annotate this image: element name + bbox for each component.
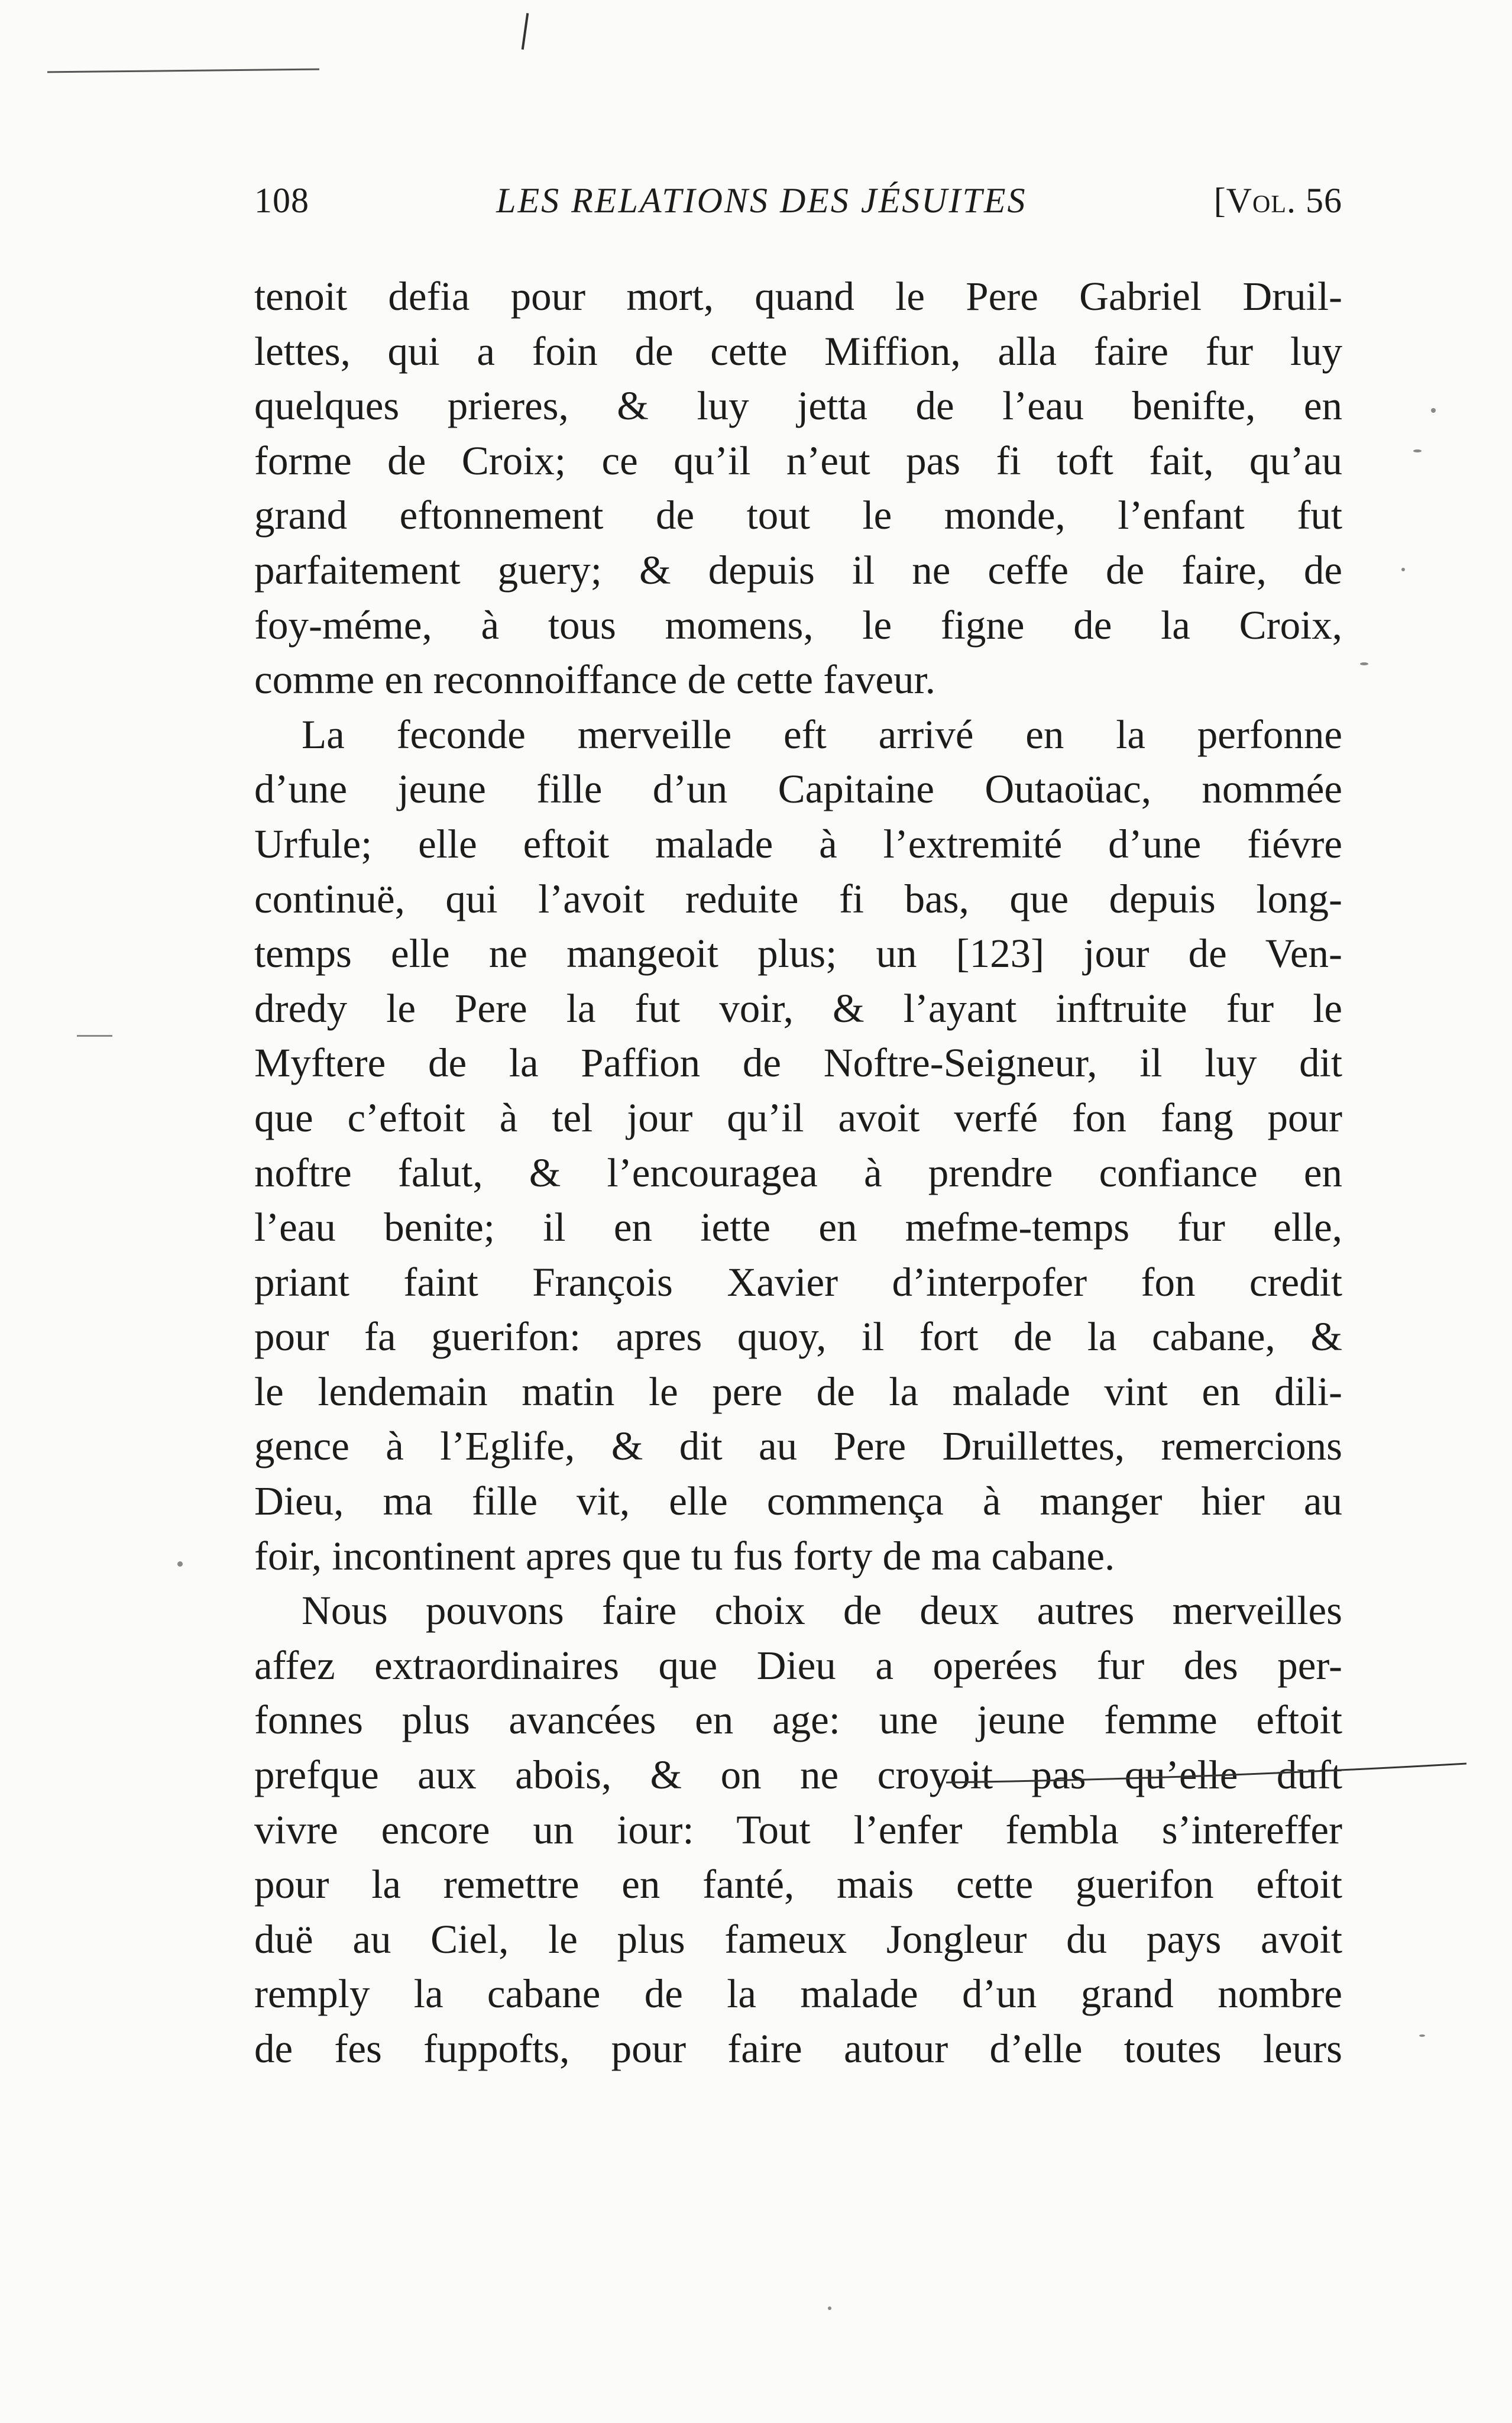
text-line: de fes fuppofts, pour faire autour d’elle toutes leurs xyxy=(254,2026,1342,2071)
speck xyxy=(1413,449,1422,452)
text-line: Dieu, ma fille vit, elle commença à manger hier au xyxy=(254,1479,1342,1524)
text-line: quelques prieres, & luy jetta de l’eau benifte, en xyxy=(254,383,1342,429)
text-line: temps elle ne mangeoit plus; un [123] jour de Ven- xyxy=(254,931,1342,976)
volume-label: [Vol. 56 xyxy=(1213,181,1342,220)
text-line: affez extraordinaires que Dieu a operées fur des per- xyxy=(254,1642,1342,1688)
text-line: forme de Croix; ce qu’il n’eut pas fi toft fait, qu’au xyxy=(254,438,1342,483)
text-line: l’eau benite; il en iette en mefme-temps fur elle, xyxy=(254,1205,1342,1250)
text-line: fonnes plus avancées en age: une jeune femme eftoit xyxy=(254,1697,1342,1743)
text-line: priant faint François Xavier d’interpofer fon credit xyxy=(254,1259,1342,1305)
speck xyxy=(1360,662,1368,665)
text-line: continuë, qui l’avoit reduite fi bas, que depuis long- xyxy=(254,876,1342,921)
text-line: prefque aux abois, & on ne croyoit pas qu’elle duft xyxy=(254,1752,1342,1798)
page-number: 108 xyxy=(254,181,309,220)
text-line: Myftere de la Paffion de Noftre-Seigneur, il luy dit xyxy=(254,1040,1342,1086)
text-line: duë au Ciel, le plus fameux Jongleur du pays avoit xyxy=(254,1916,1342,1962)
text-line: Nous pouvons faire choix de deux autres merveilles xyxy=(302,1588,1342,1633)
text-line: comme en reconnoiffance de cette faveur. xyxy=(254,657,935,703)
speck xyxy=(828,2306,831,2310)
text-line: lettes, qui a foin de cette Miffion, alla faire fur luy xyxy=(254,328,1342,374)
text-line: foy-méme, à tous momens, le figne de la Croix, xyxy=(254,602,1342,648)
text-line: La feconde merveille eft arrivé en la perfonne xyxy=(302,711,1342,757)
body-text xyxy=(254,269,1342,2076)
text-line: Urfule; elle eftoit malade à l’extremité d’une fiévre xyxy=(254,821,1342,866)
text-line: que c’eftoit à tel jour qu’il avoit verfé fon fang pour xyxy=(254,1095,1342,1140)
text-line: gence à l’Eglife, & dit au Pere Druillettes, remercions xyxy=(254,1424,1342,1469)
running-title: LES RELATIONS DES JÉSUITES xyxy=(496,181,1027,220)
text-line: tenoit defia pour mort, quand le Pere Gabriel Druil- xyxy=(254,274,1342,319)
text-line: pour fa guerifon: apres quoy, il fort de la cabane, & xyxy=(254,1314,1342,1360)
text-line: pour la remettre en fanté, mais cette guerifon eftoit xyxy=(254,1862,1342,1907)
text-line: dredy le Pere la fut voir, & l’ayant inftruite fur le xyxy=(254,985,1342,1031)
scan-rule-mark xyxy=(47,69,319,73)
text-line: vivre encore un iour: Tout l’enfer fembla s’intereffer xyxy=(254,1807,1342,1852)
text-line: le lendemain matin le pere de la malade vint en dili- xyxy=(254,1369,1342,1414)
text-line: parfaitement guery; & depuis il ne ceffe de faire, de xyxy=(254,547,1342,593)
text-line: foir, incontinent apres que tu fus forty de ma cabane. xyxy=(254,1533,1115,1578)
speck xyxy=(1431,408,1436,413)
running-header xyxy=(254,180,1342,245)
speck xyxy=(1419,2034,1425,2037)
speck xyxy=(77,1035,112,1037)
ink-mark xyxy=(522,13,529,50)
speck xyxy=(177,1561,183,1567)
text-line: d’une jeune fille d’un Capitaine Outaoüac, nommée xyxy=(254,766,1342,812)
speck xyxy=(1401,568,1405,571)
text-line: remply la cabane de la malade d’un grand nombre xyxy=(254,1971,1342,2017)
text-line: noftre falut, & l’encouragea à prendre confiance en xyxy=(254,1150,1342,1195)
text-line: grand eftonnement de tout le monde, l’enfant fut xyxy=(254,493,1342,538)
